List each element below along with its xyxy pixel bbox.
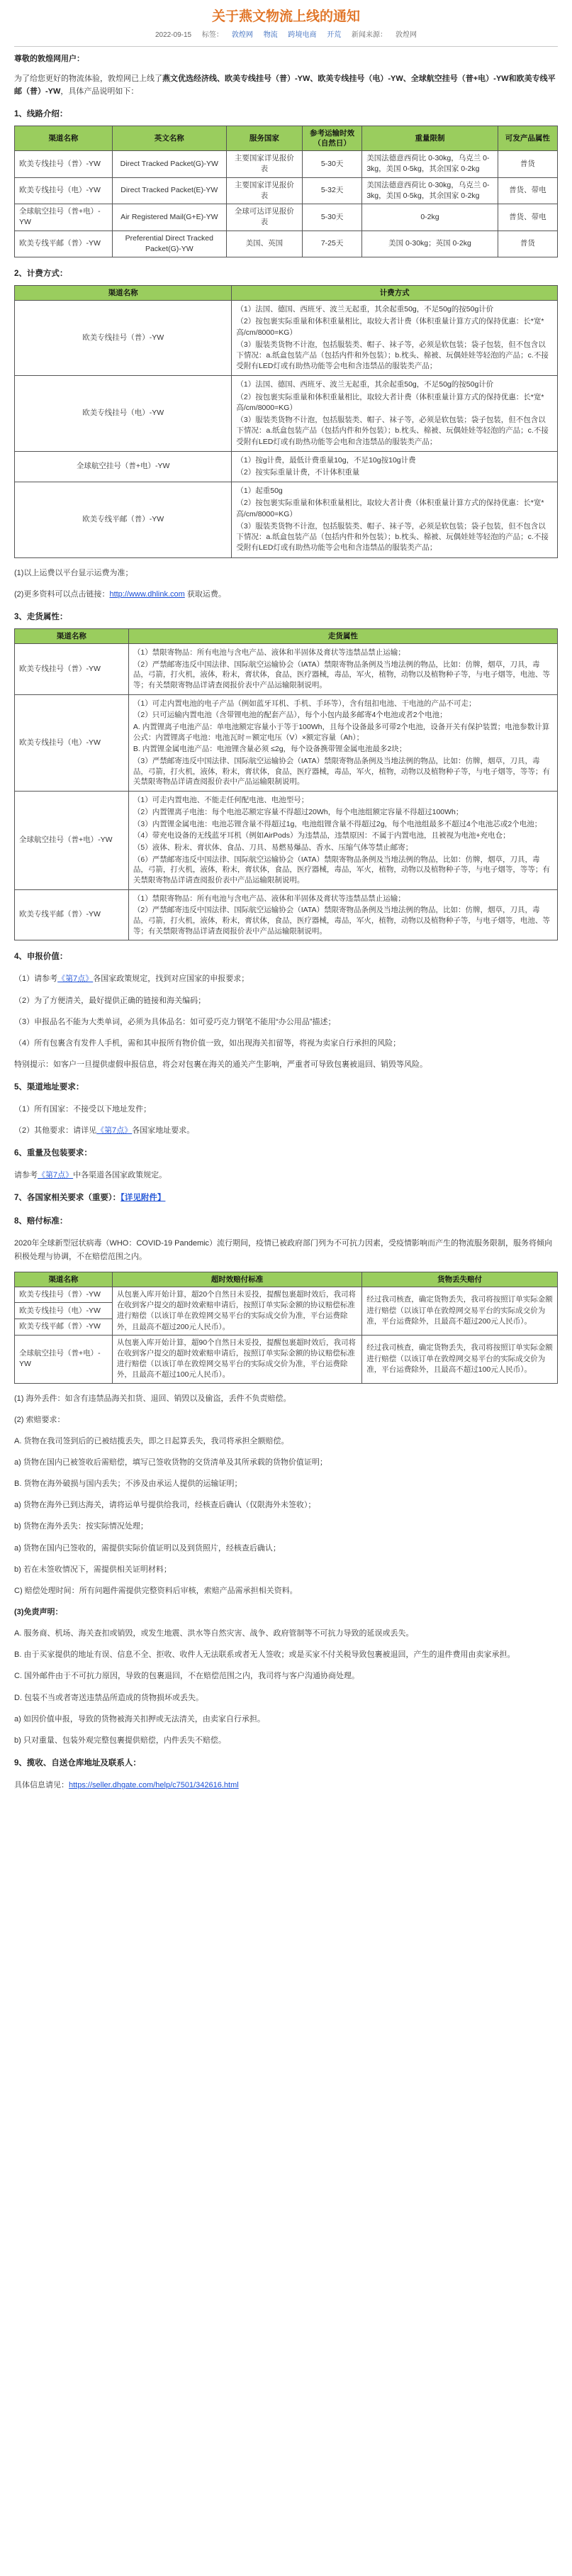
address-item: [14, 1124, 558, 1137]
cell: 普货、带电: [498, 177, 557, 204]
cell: 经过我司核查，确定货物丢失，我司将按照订单实际金额进行赔偿（以该订单在敦煌网交易平台的实际成交价为准，平台运费除外，且最高不超过200元人民币）。: [362, 1287, 558, 1335]
section-title-address: 5、渠道地址要求：: [14, 1083, 84, 1092]
cell: 0-2kg: [362, 204, 498, 231]
cell: [232, 376, 558, 451]
exemption-item: a) 如因价值申报，导致的货物被海关扣押或无法清关，由卖家自行承担。: [14, 1714, 265, 1723]
cell: [232, 451, 558, 482]
tag-link[interactable]: 敦煌网: [231, 31, 253, 39]
exemption-item: B. 由于买家提供的地址有误、信息不全、拒收、收件人无法联系或者无人签收；或是买家不付关税导致包裹被退回，产生的退件费用由卖家承担。: [14, 1650, 515, 1660]
cell: 全球航空挂号（普+电）-YW: [15, 792, 129, 890]
cell: Direct Tracked Packet(E)-YW: [112, 177, 226, 204]
billing-rule: （1）按g计费，最低计费重量10g，不足10g按10g计费: [236, 455, 416, 465]
table-row: [15, 451, 558, 482]
cell: 美国 0-30kg；英国 0-2kg: [362, 231, 498, 257]
item-text: 请参考: [14, 1171, 38, 1180]
table-header: 渠道名称: [15, 1272, 113, 1287]
cell: 从包裹入库开始计算，超20个自然日未妥投，提醒包裹超时效后，我司将在收到客户提交的超时效索赔申请后，按照订单实际金额的协议赔偿标准进行赔偿（以该订单在敦煌网交易平台的实际成交价为准，平台运费除外，且最高不超过200元人民币）。: [112, 1287, 361, 1335]
section-title-attributes: 3、走货属性：: [14, 612, 68, 621]
lead-text: ，具体产品说明如下：: [60, 87, 139, 96]
table-header: 参考运输时效（自然日）: [302, 126, 361, 150]
table-header: 渠道名称: [15, 285, 232, 300]
table-row: [15, 301, 558, 376]
cell: 欧美专线平邮（普）-YW: [15, 231, 113, 257]
news-source: 敦煌网: [396, 31, 417, 39]
cell: 5-30天: [302, 204, 361, 231]
section-title-pickup: 9、揽收、自送仓库地址及联系人：: [14, 1758, 141, 1767]
attribute-rule: （2）严禁邮寄违反中国法律、国际航空运输协会（IATA）禁限寄物品条例及当地法例的物品，比如：仿牌，烟草，刀具，毒品，弓箭，打火机，液体，粉末，膏状体，食品，医疗器械，毒品，军火，植物，动物以及植物种子等，与电子烟等，电池、等等；有关禁限寄物品详请查阅报价表中产品运输限制说明。: [133, 906, 550, 936]
billing-rule: （2）按包裹实际重量和体积重量相比，取较大者计费（体积重量计算方式的保持优惠：长*宽*高/cm/8000=KG）: [236, 317, 544, 337]
compensation-note: (1) 海外丢件：如含有违禁品海关扣货、退回、销毁以及偷盗，丢件不负责赔偿。: [14, 1394, 291, 1403]
billing-rule: （1）法国、德国、西班牙、波兰无起重，其余起重50g，不足50g的按50g计价: [236, 305, 494, 314]
cell: Air Registered Mail(G+E)-YW: [112, 204, 226, 231]
note-text: (2)更多资料可以点击链接：: [14, 589, 110, 599]
dhlink-link[interactable]: http://www.dhlink.com: [109, 589, 185, 599]
address-item: （1）所有国家：不接受以下地址发件；: [14, 1105, 152, 1114]
cell: 欧美专线挂号（普）-YW: [15, 643, 129, 694]
attribute-rule: （1）可走内置电池的电子产品（例如蓝牙耳机、手机、手环等），含有纽扣电池、干电池的产品不可走；: [133, 699, 476, 708]
cell: Direct Tracked Packet(G)-YW: [112, 151, 226, 177]
lead-text: 为了给您更好的物流体验，敦煌网已上线了: [14, 74, 162, 83]
cell: [128, 889, 557, 940]
table-header: 重量限制: [362, 126, 498, 150]
cell: 经过我司核查，确定货物丢失，我司将按照订单实际金额进行赔偿（以该订单在敦煌网交易平台的实际成交价为准，平台运费除外，且最高不超过100元人民币）。: [362, 1335, 558, 1383]
claim-item: C) 赔偿处理时间：所有问题件需提供完整资料后审核，索赔产品需承担相关资料。: [14, 1586, 298, 1595]
declaration-item: [14, 972, 558, 985]
billing-rule: （3）服装类货物不计泡，包括服装类、帽子、袜子等，必须是软包装；袋子包装，但不包含以下情况：a.纸盒包装产品（包括内件和外包装）；b.枕头、棉被、玩偶娃娃等轻泡的产品；c.不接受附有LED灯或有助热功能等会电和含违禁品的服装类产品；: [236, 340, 549, 371]
cell: 欧美专线挂号（普）-YW: [15, 1287, 113, 1303]
cell: 欧美专线挂号（电）-YW: [15, 177, 113, 204]
table-header: 计费方式: [232, 285, 558, 300]
claim-item: B. 货物在海外破损与国内丢失；不涉及由承运人提供的运输证明；: [14, 1479, 242, 1489]
tag-link[interactable]: 跨境电商: [288, 31, 317, 39]
cell: 从包裹入库开始计算，超90个自然日未妥投，提醒包裹超时效后，我司将在收到客户提交的超时效索赔申请后，按照订单实际金额的协议赔偿标准进行赔偿（以该订单在敦煌网交易平台的实际成交价为准，平台运费除外，且最高不超过100元人民币）。: [112, 1335, 361, 1383]
table-header: 货物丢失赔付: [362, 1272, 558, 1287]
claim-item: b) 若在未签收情况下，需提供相关证明材料；: [14, 1565, 172, 1574]
article-meta: [14, 30, 558, 42]
table-row: [15, 792, 558, 890]
section-title-compensation: 8、赔付标准：: [14, 1217, 68, 1226]
billing-rule: （1）起重50g: [236, 487, 283, 496]
table-header: 超时效赔付标准: [112, 1272, 361, 1287]
attribute-rule: （6）严禁邮寄违反中国法律、国际航空运输协会（IATA）禁限寄物品条例及当地法例的物品，比如：仿牌，烟草，刀具，毒品，弓箭，打火机，液体，粉末，膏状体，食品，医疗器械，毒品，军火，植物，动物以及植物种子等，与电子烟等，等等；有关禁限寄物品详请查阅报价表中产品运输限制说明。: [133, 855, 550, 884]
lead-paragraph: [14, 72, 558, 98]
table-row: [15, 231, 558, 257]
point7-link[interactable]: 《第7点》: [38, 1171, 74, 1180]
page-title: 关于燕文物流上线的通知: [211, 9, 360, 24]
attribute-rule: B. 内置锂金属电池产品：电池锂含量必须 ≤2g，每个设备携带锂金属电池最多2块；: [133, 745, 407, 754]
cell: 欧美专线平邮（普）-YW: [15, 889, 129, 940]
billing-note: [14, 588, 558, 601]
attachment-link[interactable]: 【详见附件】: [120, 1194, 166, 1203]
tag-link[interactable]: 物流: [263, 31, 278, 39]
item-text: 各国家地址要求。: [132, 1126, 195, 1136]
compensation-table: [14, 1272, 558, 1384]
cell: 美国、英国: [226, 231, 302, 257]
point7-link[interactable]: 《第7点》: [57, 975, 94, 984]
table-row: [15, 151, 558, 177]
compensation-note: (2) 索赔要求：: [14, 1415, 65, 1424]
cell: 全球航空挂号（普+电）-YW: [15, 204, 113, 231]
table-header: 英文名称: [112, 126, 226, 150]
weight-text: [14, 1169, 558, 1182]
cell: [128, 694, 557, 792]
cell: 普货: [498, 231, 557, 257]
section-title-country: [14, 1192, 558, 1205]
cell: 欧美专线挂号（普）-YW: [15, 151, 113, 177]
cell: [128, 792, 557, 890]
attribute-rule: （3）内置锂金属电池：电池芯锂含量不得超过1g，电池组锂含量不得超过2g，每个电池组最多不超过4个电池芯或2个电池；: [133, 819, 542, 828]
table-header: 服务国家: [226, 126, 302, 150]
attribute-rule: （3）严禁邮寄违反中国法律、国际航空运输协会（IATA）禁限寄物品条例及当地法例的物品，比如：仿牌，烟草，刀具，毒品，弓箭，打火机，液体，粉末，膏状体，食品，医疗器械，毒品，军火，植物，动物以及植物种子等，与电子烟等，等等；有关禁限寄物品详请查阅报价表中产品运输限制说明。: [133, 757, 550, 787]
cell: [232, 482, 558, 557]
divider: [14, 46, 558, 47]
cell: 欧美专线挂号（电）-YW: [15, 694, 129, 792]
cell: [232, 301, 558, 376]
billing-note: (1)以上运费以平台显示运费为准；: [14, 568, 133, 577]
billing-table: [14, 285, 558, 558]
tag-link[interactable]: 开荒: [327, 31, 342, 39]
point7-link[interactable]: 《第7点》: [96, 1126, 133, 1136]
item-text: 各国家政策规定，找到对应国家的申报要求；: [93, 975, 249, 984]
table-row: [15, 177, 558, 204]
cell: 普货、带电: [498, 204, 557, 231]
attribute-rule: （2）只可运输内置电池（含带锂电池的配套产品），每个小包内最多邮寄4个电池或者2个电池；: [133, 711, 447, 720]
cell: [128, 643, 557, 694]
section-title-routes: 1、线路介绍：: [14, 109, 68, 118]
table-row: [15, 482, 558, 557]
cell: 主要国家详见报价表: [226, 177, 302, 204]
attributes-table: [14, 628, 558, 941]
note-text: 获取运费。: [184, 589, 226, 599]
cell: 全球可达详见报价表: [226, 204, 302, 231]
tags-label: 标签：: [201, 31, 223, 39]
pickup-info-link[interactable]: https://seller.dhgate.com/help/c7501/342616.html: [69, 1780, 239, 1789]
item-text: （2）其他要求：请详见: [14, 1126, 97, 1136]
claim-item: A. 货物在我司签到后的已被结揽丢失，即之日起算丢失，我司将承担全额赔偿。: [14, 1436, 289, 1445]
attribute-rule: （2）内置锂离子电池：每个电池芯额定容量不得超过20Wh，每个电池组额定容量不得超过100Wh；: [133, 807, 464, 816]
exemption-item: b) 只对重量、包装外观完整包裹提供赔偿，内件丢失不赔偿。: [14, 1736, 226, 1745]
cell: 欧美专线挂号（普）-YW: [15, 301, 232, 376]
attribute-rule: （2）严禁邮寄违反中国法律、国际航空运输协会（IATA）禁限寄物品条例及当地法例的物品，比如：仿牌，烟草，刀具，毒品，弓箭，打火机，液体，粉末，膏状体，食品，医疗器械，毒品，军火，植物，动物以及植物种子等，与电子烟等，电池、等等；有关禁限寄物品详请查阅报价表中产品运输限制说明。: [133, 660, 550, 689]
cell: 欧美专线平邮（普）-YW: [15, 1319, 113, 1336]
claim-item: a) 货物在海外已到达海关，请将运单号提供给我司，经核查后确认（仅限海外未签收）；: [14, 1501, 316, 1510]
table-header: 可发产品属性: [498, 126, 557, 150]
billing-rule: （2）按包裹实际重量和体积重量相比，取较大者计费（体积重量计算方式的保持优惠：长*宽*高/cm/8000=KG）: [236, 392, 544, 412]
exemption-item: D. 包装不当或者寄送违禁品所造成的货物损坏或丢失。: [14, 1693, 204, 1702]
cell: 美国法德意西荷比 0-30kg，乌克兰 0-3kg，美国 0-5kg，其余国家 0-2kg: [362, 151, 498, 177]
cell: 全球航空挂号（普+电）-YW: [15, 451, 232, 482]
claim-item: b) 货物在海外丢失：按实际情况处理；: [14, 1522, 148, 1531]
section-title-declaration: 4、申报价值：: [14, 953, 68, 962]
attribute-rule: （5）液体、粉末、膏状体、食品、刀具、易燃易爆品、香水、压缩气体等禁止邮寄；: [133, 843, 413, 852]
pickup-text: [14, 1779, 558, 1792]
cell: 欧美专线平邮（普）-YW: [15, 482, 232, 557]
cell: 5-30天: [302, 151, 361, 177]
table-header: 渠道名称: [15, 126, 113, 150]
routes-table: [14, 126, 558, 257]
publish-date: 2022-09-15: [155, 31, 192, 39]
exemption-item: A. 服务商、机场、海关查扣或销毁，或发生地震、洪水等自然灾害、战争、政府管制等不可抗力导致的延误或丢失。: [14, 1629, 414, 1638]
special-notice: 特别提示：如客户一旦提供虚假申报信息，将会对包裹在海关的通关产生影响，严重者可导致包裹被退回、销毁等风险。: [14, 1060, 427, 1069]
cell: 美国法德意西荷比 0-30kg，乌克兰 0-3kg，美国 0-5kg，其余国家 0-2kg: [362, 177, 498, 204]
section-title-billing: 2、计费方式：: [14, 269, 68, 278]
cell: 欧美专线挂号（电）-YW: [15, 1303, 113, 1319]
billing-rule: （3）服装类货物不计泡，包括服装类、帽子、袜子等，必须是软包装；袋子包装，但不包含以下情况：a.纸盒包装产品（包括内件和外包装）；b.枕头、棉被、玩偶娃娃等轻泡的产品；c.不接受附有LED灯或有助热功能等会电和含违禁品的服装类产品；: [236, 521, 549, 553]
greeting: 尊敬的敦煌网用户：: [14, 54, 84, 63]
cell: Preferential Direct Tracked Packet(G)-YW: [112, 231, 226, 257]
exemption-item: C. 国外邮件由于不可抗力原因，导致的包裹退回，不在赔偿范围之内，我司将与客户沟通协商处理。: [14, 1672, 360, 1681]
declaration-item: （2）为了方便清关，最好提供正确的链接和海关编码；: [14, 996, 206, 1005]
cell: 主要国家详见报价表: [226, 151, 302, 177]
table-row: [15, 204, 558, 231]
table-row: [15, 694, 558, 792]
attribute-rule: （4）带充电设备的无线蓝牙耳机（例如AirPods）为违禁品，违禁原因：不属于内置电池，且被视为电池+充电仓；: [133, 831, 510, 840]
attribute-rule: （1）禁限寄物品：所有电池与含电产品、液体和半固体及膏状等违禁品禁止运输；: [133, 648, 405, 657]
claim-item: a) 货物在国内已被签收后需赔偿，填写已签收货物的交货清单及其所承载的货物价值证明；: [14, 1458, 327, 1467]
table-row: [15, 376, 558, 451]
source-label: 新闻来源：: [352, 31, 388, 39]
billing-rule: （2）按包裹实际重量和体积重量相比，取较大者计费（体积重量计算方式的保持优惠：长*宽*高/cm/8000=KG）: [236, 499, 544, 518]
item-text: 中各渠道各国家政策规定。: [73, 1171, 167, 1180]
item-text: （1）请参考: [14, 975, 58, 984]
table-row: [15, 643, 558, 694]
table-header: 走货属性: [128, 628, 557, 643]
claim-item: a) 货物在国内已签收的，需提供实际价值证明以及到货照片，经核查后确认；: [14, 1543, 281, 1553]
cell: 7-25天: [302, 231, 361, 257]
billing-rule: （1）法国、德国、西班牙、波兰无起重，其余起重50g，不足50g的按50g计价: [236, 380, 494, 389]
attribute-rule: （1）可走内置电池、不能走任何配电池、电池型号；: [133, 796, 309, 805]
item-text: 具体信息请见：: [14, 1780, 69, 1789]
attribute-rule: A. 内置锂离子电池产品：单电池额定容量小于等于100Wh，且每个设备最多可带2个电池，设备开关有保护装置；电池参数计算公式：内置锂离子电池：电池瓦时＝额定电压（V）×额定容量（Ah）；: [133, 723, 550, 742]
section-title-text: 7、各国家相关要求（重要）：: [14, 1194, 121, 1203]
declaration-item: （3）申报品名不能为大类单词，必须为具体品名：如可爱巧克力钢笔不能用“办公用品”描述；: [14, 1017, 336, 1026]
table-row: [15, 1335, 558, 1383]
compensation-intro: 2020年全球新型冠状病毒（WHO：COVID-19 Pandemic）流行期间，疫情已被政府部门列为不可抗力因素，受疫情影响而产生的物流服务限制，服务将倾向积极处理与协调，不在赔偿范围之内。: [14, 1239, 553, 1261]
table-header: 渠道名称: [15, 628, 129, 643]
declaration-item: （4）所有包裹含有发件人手机，需和其申报所有物价值一致，如出现海关扣留等，将视为卖家自行承担的风险；: [14, 1038, 401, 1048]
cell: 欧美专线挂号（电）-YW: [15, 376, 232, 451]
cell: 5-32天: [302, 177, 361, 204]
billing-rule: （3）服装类货物不计泡，包括服装类、帽子、袜子等，必须是软包装；袋子包装，但不包含以下情况：a.纸盒包装产品（包括内件和外包装）；b.枕头、棉被、玩偶娃娃等轻泡的产品；c.不接受附有LED灯或有助热功能等会电和含违禁品的服装类产品；: [236, 416, 549, 446]
lead-products: 燕文优选经济线、欧美专线挂号（普）-YW、欧美专线挂号（电）-YW、全球航空挂号（普+电）-YW和欧美专线平邮（普）-YW: [14, 74, 556, 96]
attribute-rule: （1）禁限寄物品：所有电池与含电产品、液体和半固体及膏状等违禁品禁止运输；: [133, 894, 405, 903]
billing-rule: （2）按实际重量计费，不计体积重量: [236, 467, 360, 477]
table-row: [15, 1287, 558, 1303]
cell: 全球航空挂号（普+电）-YW: [15, 1335, 113, 1383]
table-row: [15, 889, 558, 940]
exemption-title: (3)免责声明：: [14, 1608, 63, 1616]
section-title-weight: 6、重量及包装要求：: [14, 1149, 92, 1158]
cell: 普货: [498, 151, 557, 177]
